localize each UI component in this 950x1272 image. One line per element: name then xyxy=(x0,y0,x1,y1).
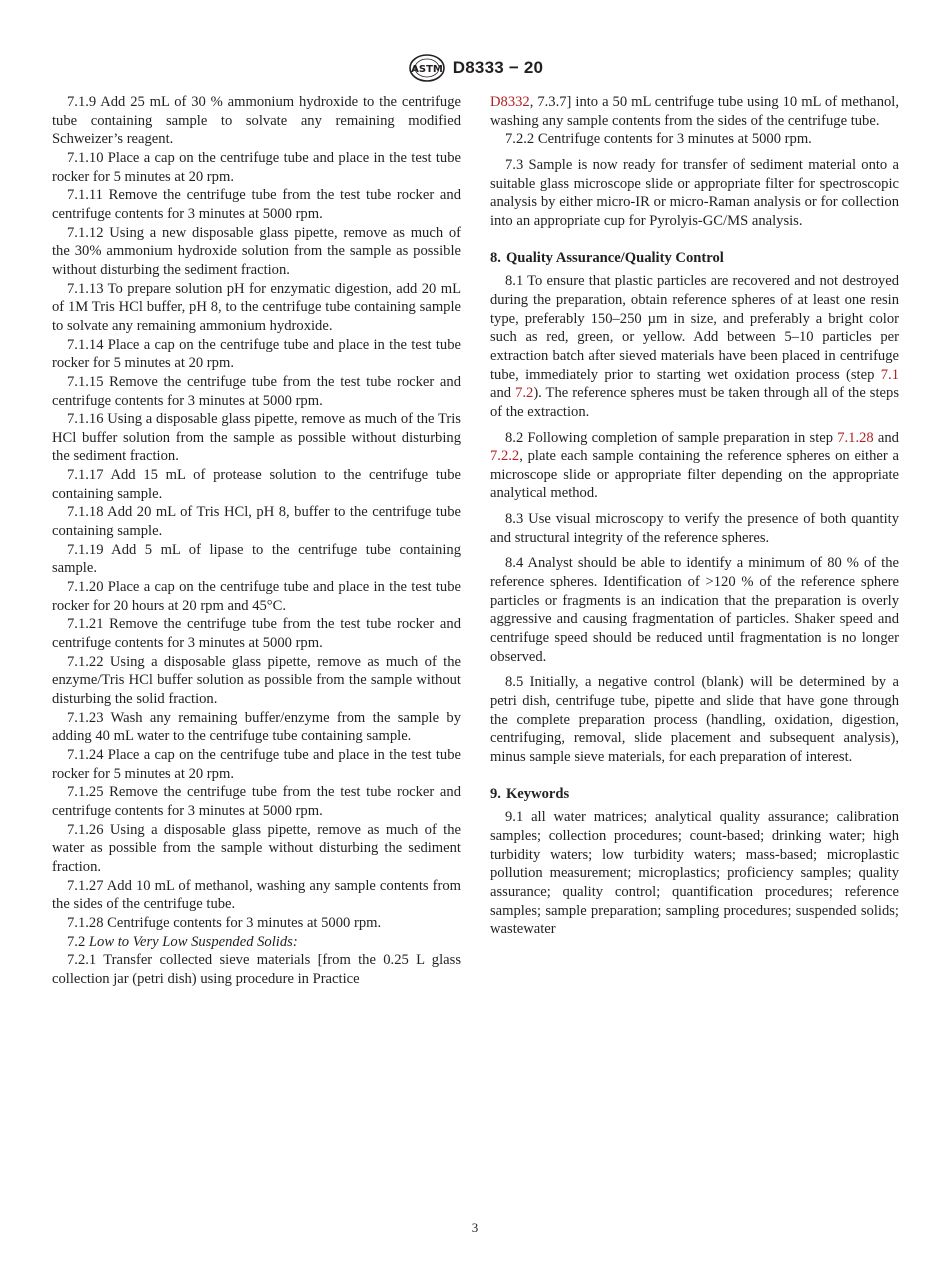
paragraph-7-1-20: 7.1.20 Place a cap on the centrifuge tube and place in the test tube rocker for 20 hours at 20 rpm and 45°C. xyxy=(52,579,461,614)
paragraph-8-1-end: ). The reference spheres must be taken through all of the steps of the extraction. xyxy=(490,385,899,420)
link-7-1[interactable]: 7.1 xyxy=(880,366,899,383)
paragraph-8-1-mid: and xyxy=(490,385,516,402)
paragraph-7-1-25: 7.1.25 Remove the centrifuge tube from the test tube rocker and centrifuge contents for 3 minutes at 5000 rpm. xyxy=(52,784,461,819)
paragraph-8-1 xyxy=(490,272,899,421)
section-9-title: Keywords xyxy=(505,785,570,802)
paragraph-7-1-27: 7.1.27 Add 10 mL of methanol, washing any sample contents from the sides of the centrifuge tube. xyxy=(52,877,461,913)
paragraph-7-1-13: 7.1.13 To prepare solution pH for enzymatic digestion, add 20 mL of 1M Tris HCl buffer, pH 8, to the centrifuge tube containing sample to solvate any remaining ammonium hydroxide. xyxy=(52,280,461,334)
paragraph-7-1-19: 7.1.19 Add 5 mL of lipase to the centrifuge tube containing sample. xyxy=(52,541,461,577)
link-7-1-28[interactable]: 7.1.28 xyxy=(837,429,874,446)
paragraph-7-1-10: 7.1.10 Place a cap on the centrifuge tube and place in the test tube rocker for 5 minutes at 20 rpm. xyxy=(52,149,461,185)
paragraph-7-1-26: 7.1.26 Using a disposable glass pipette, remove as much of the water as possible from the sample without disturbing the sediment fraction. xyxy=(52,821,461,875)
paragraph-8-1-text: 8.1 To ensure that plastic particles are recovered and not destroyed during the preparation, obtain reference spheres of at least one resin type, preferably 150–250 µm in size, and preferably a bright color such as red, green, or yellow. Add between 5–10 particles per extraction batch after sieved materials have been placed in centrifuge tube, immediately prior to starting wet oxidation process (step xyxy=(490,273,899,383)
svg-text:ASTM: ASTM xyxy=(410,64,443,75)
paragraph-8-3: 8.3 Use visual microscopy to verify the presence of both quantity and structural integrity of the reference spheres. xyxy=(490,511,899,546)
right-column xyxy=(490,93,899,939)
paragraph-7-1-17: 7.1.17 Add 15 mL of protease solution to the centrifuge tube containing sample. xyxy=(52,467,461,502)
paragraph-7-1-14: 7.1.14 Place a cap on the centrifuge tube and place in the test tube rocker for 5 minutes at 20 rpm. xyxy=(52,336,461,372)
link-7-2[interactable]: 7.2 xyxy=(515,385,534,402)
subsection-7-2-number: 7.2 xyxy=(67,933,86,950)
link-d8332[interactable]: D8332 xyxy=(490,94,530,110)
paragraph-7-1-12: 7.1.12 Using a new disposable glass pipette, remove as much of the 30% ammonium hydroxide solution from the sample as possible without disturbing the sediment fraction. xyxy=(52,224,461,278)
subsection-7-2-title: Low to Very Low Suspended Solids: xyxy=(88,933,298,950)
paragraph-7-1-21: 7.1.21 Remove the centrifuge tube from the test tube rocker and centrifuge contents for 3 minutes at 5000 rpm. xyxy=(52,616,461,652)
paragraph-8-2-mid: and xyxy=(873,429,899,446)
paragraph-8-2-end: , plate each sample containing the reference spheres on either a microscope slide or appropriate filter depending on the appropriate analytical method. xyxy=(490,448,899,502)
paragraph-7-1-23: 7.1.23 Wash any remaining buffer/enzyme from the sample by adding 40 mL water to the centrifuge tube containing sample. xyxy=(52,709,461,745)
section-9-heading xyxy=(490,785,899,804)
paragraph-7-1-16: 7.1.16 Using a disposable glass pipette, remove as much of the Tris HCl buffer solution from the sample as possible without disturbing the sediment fraction. xyxy=(52,411,461,465)
page-number: 3 xyxy=(471,1220,479,1235)
paragraph-7-1-22: 7.1.22 Using a disposable glass pipette, remove as much of the enzyme/Tris HCl buffer solution as possible from the sample without disturbing the solid fraction. xyxy=(52,653,461,707)
paragraph-7-1-15: 7.1.15 Remove the centrifuge tube from the test tube rocker and centrifuge contents for 3 minutes at 5000 rpm. xyxy=(52,373,461,409)
section-8-heading xyxy=(490,249,899,268)
page-header xyxy=(0,51,950,85)
paragraph-7-1-9: 7.1.9 Add 25 mL of 30 % ammonium hydroxide to the centrifuge tube containing sample to solvate any remaining modified Schweizer’s reagent. xyxy=(52,94,461,148)
subsection-7-2-heading xyxy=(52,933,461,952)
paragraph-7-3: 7.3 Sample is now ready for transfer of sediment material onto a suitable glass microscope slide or appropriate filter for spectroscopic analysis by either micro-IR or micro-Raman analysis or for collection into an appropriate cup for Pyrolyis-GC/MS analysis. xyxy=(490,156,899,229)
paragraph-9-1: 9.1 all water matrices; analytical quality assurance; calibration samples; collection procedures; count-based; drinking water; high turbidity waters; low turbidity waters; mass-based; microplastic pollution measurement; microplastics; proficiency samples; quality assurance; quality control; quantification procedures; reference samples; sample preparation; sampling procedures; suspended solids; wastewater xyxy=(490,809,899,938)
document-designation: D8333 − 20 xyxy=(452,58,544,77)
paragraph-8-2 xyxy=(490,429,899,504)
paragraph-7-1-11: 7.1.11 Remove the centrifuge tube from the test tube rocker and centrifuge contents for 3 minutes at 5000 rpm. xyxy=(52,187,461,222)
left-column xyxy=(52,93,461,989)
paragraph-7-1-24: 7.1.24 Place a cap on the centrifuge tube and place in the test tube rocker for 5 minutes at 20 rpm. xyxy=(52,746,461,782)
paragraph-7-1-28: 7.1.28 Centrifuge contents for 3 minutes at 5000 rpm. xyxy=(67,914,382,931)
paragraph-8-2-text: 8.2 Following completion of sample preparation in step xyxy=(505,429,838,446)
paragraph-7-2-1-start: 7.2.1 Transfer collected sieve materials [from the 0.25 L glass collection jar (petri dish) using procedure in Practice xyxy=(52,952,461,987)
section-9-number: 9. xyxy=(490,785,501,802)
section-8-number: 8. xyxy=(490,249,501,266)
paragraph-7-1-18: 7.1.18 Add 20 mL of Tris HCl, pH 8, buffer to the centrifuge tube containing sample. xyxy=(52,504,461,540)
paragraph-7-2-1-rest: , 7.3.7] into a 50 mL centrifuge tube using 10 mL of methanol, washing any sample contents from the sides of the centrifuge tube. xyxy=(490,94,899,129)
link-7-2-2[interactable]: 7.2.2 xyxy=(490,448,520,465)
paragraph-7-2-2: 7.2.2 Centrifuge contents for 3 minutes at 5000 rpm. xyxy=(505,131,812,148)
paragraph-8-4: 8.4 Analyst should be able to identify a minimum of 80 % of the reference spheres. Identification of >120 % of the reference sphere particles or fragments is an indication that the preparation is overly aggressive and causing fragmentation of particles. Shaker speed and centrifuge speed should be reduced until fragmentation is no longer observed. xyxy=(490,555,899,665)
astm-logo-icon xyxy=(407,53,447,83)
section-8-title: Quality Assurance/Quality Control xyxy=(505,249,724,266)
paragraph-7-2-1-continued xyxy=(490,93,899,130)
paragraph-8-5: 8.5 Initially, a negative control (blank) will be determined by a petri dish, centrifuge tube, pipette and slide that have gone through the complete preparation process (handling, oxidation, digestion, centrifuging, removal, slide placement and subsequent analysis), minus sample sieve materials, for each preparation of interest. xyxy=(490,674,899,765)
